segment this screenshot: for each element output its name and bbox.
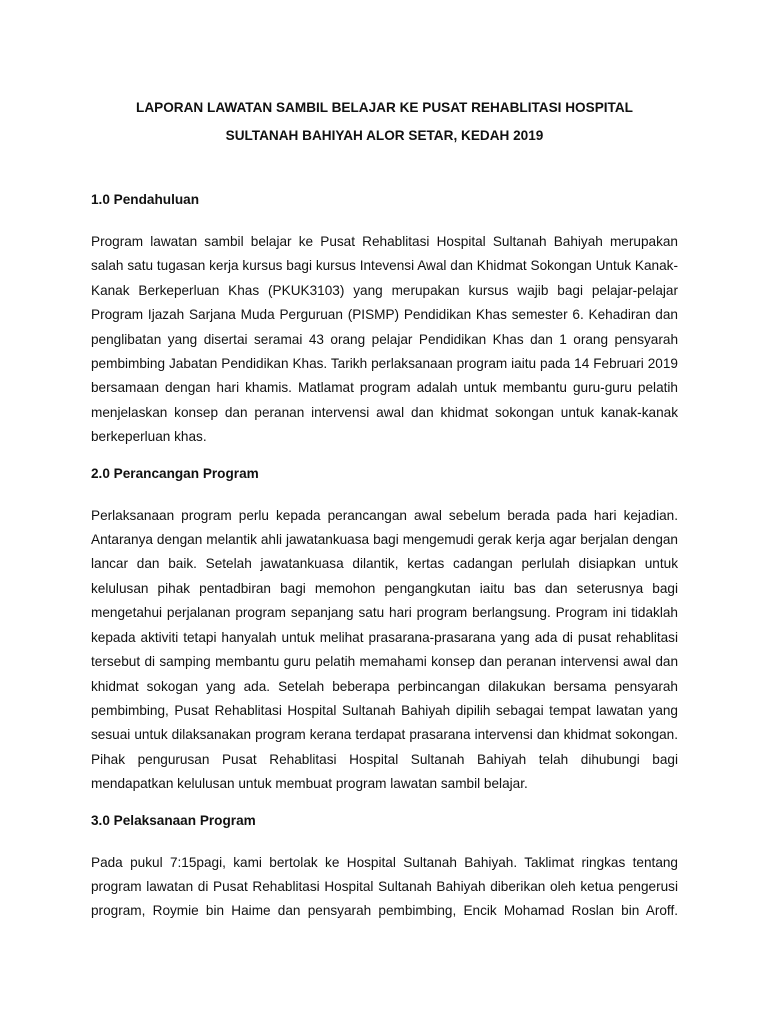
- paragraph-line: Pada pukul 7:15pagi, kami bertolak ke Hospital Sultanah Bahiyah. Taklimat ringkas tentang: [91, 854, 678, 870]
- title-line: SULTANAH BAHIYAH ALOR SETAR, KEDAH 2019: [225, 128, 544, 143]
- title-line: LAPORAN LAWATAN SAMBIL BELAJAR KE PUSAT REHABLITASI HOSPITAL: [136, 100, 633, 115]
- paragraph-line: tersebut di samping membantu guru pelatih memahami konsep dan peranan intervensi awal dan: [91, 654, 678, 670]
- paragraph-line: sesuai untuk dilaksanakan program kerana terdapat prasarana intervensi dan khidmat sokongan.: [91, 727, 678, 743]
- paragraph-line: program lawatan di Pusat Rehablitasi Hospital Sultanah Bahiyah diberikan oleh ketua pengerusi: [91, 878, 678, 894]
- section-pendahuluan: [91, 190, 678, 450]
- paragraph-line: Pihak pengurusan Pusat Rehablitasi Hospital Sultanah Bahiyah telah dihubungi bagi: [91, 751, 678, 767]
- section-paragraph: [91, 504, 678, 797]
- paragraph-line: salah satu tugasan kerja kursus bagi kursus Intevensi Awal dan Khidmat Sokongan Untuk Kanak-: [91, 258, 678, 274]
- paragraph-line: Kanak Berkeperluan Khas (PKUK3103) yang merupakan kursus wajib bagi pelajar-pelajar: [91, 282, 678, 298]
- section-perancangan-program: [91, 464, 678, 797]
- paragraph-line: lancar dan baik. Setelah jawatankuasa dilantik, kertas cadangan perlulah disiapkan untuk: [91, 556, 678, 572]
- paragraph-line: Program lawatan sambil belajar ke Pusat Rehablitasi Hospital Sultanah Bahiyah merupakan: [91, 234, 678, 249]
- paragraph-line: kepada aktiviti tetapi hanyalah untuk melihat prasarana-prasarana yang ada di pusat rehablitasi: [91, 629, 678, 645]
- section-pelaksanaan-program: [91, 811, 678, 924]
- paragraph-line: Perlaksanaan program perlu kepada perancangan awal sebelum berada pada hari kejadian.: [91, 507, 678, 523]
- paragraph-line: kelulusan pihak pentadbiran bagi memohon pengangkutan iaitu bas dan seterusnya bagi: [91, 580, 678, 596]
- paragraph-line: Program Ijazah Sarjana Muda Perguruan (PISMP) Pendidikan Khas semester 6. Kehadiran dan: [91, 307, 678, 323]
- section-paragraph: [91, 230, 678, 450]
- paragraph-line: menjelaskan konsep dan peranan intervensi awal dan khidmat sokongan untuk kanak-kanak: [91, 404, 678, 420]
- section-heading: 3.0 Pelaksanaan Program: [91, 812, 256, 828]
- paragraph-line: mendapatkan kelulusan untuk membuat program lawatan sambil belajar.: [91, 776, 528, 792]
- paragraph-line: Antaranya dengan melantik ahli jawatankuasa bagi mengemudi gerak kerja agar berjalan dengan: [91, 532, 678, 548]
- paragraph-line: pembimbing Jabatan Pendidikan Khas. Tarikh perlaksanaan program iaitu pada 14 Februari 2019: [91, 356, 678, 372]
- paragraph-line: penglibatan yang disertai seramai 43 orang pelajar Pendidikan Khas dan 1 orang pensyarah: [91, 331, 678, 347]
- section-paragraph: [91, 851, 678, 924]
- document-title: [91, 94, 678, 150]
- paragraph-line: khidmat sokogan yang ada. Setelah beberapa perbincangan dilakukan bersama pensyarah: [91, 678, 678, 694]
- section-heading: 2.0 Perancangan Program: [91, 465, 259, 481]
- paragraph-line: pembimbing, Pusat Rehablitasi Hospital Sultanah Bahiyah dipilih sebagai tempat lawatan yang: [91, 702, 678, 718]
- section-heading: 1.0 Pendahuluan: [91, 192, 200, 207]
- paragraph-line: bersamaan dengan hari khamis. Matlamat program adalah untuk membantu guru-guru pelatih: [91, 380, 678, 396]
- paragraph-line: berkeperluan khas.: [91, 429, 207, 445]
- paragraph-line: mengetahui perjalanan program sepanjang satu hari program berlangsung. Program ini tidaklah: [91, 605, 678, 621]
- paragraph-line: program, Roymie bin Haime dan pensyarah pembimbing, Encik Mohamad Roslan bin Aroff.: [91, 903, 678, 919]
